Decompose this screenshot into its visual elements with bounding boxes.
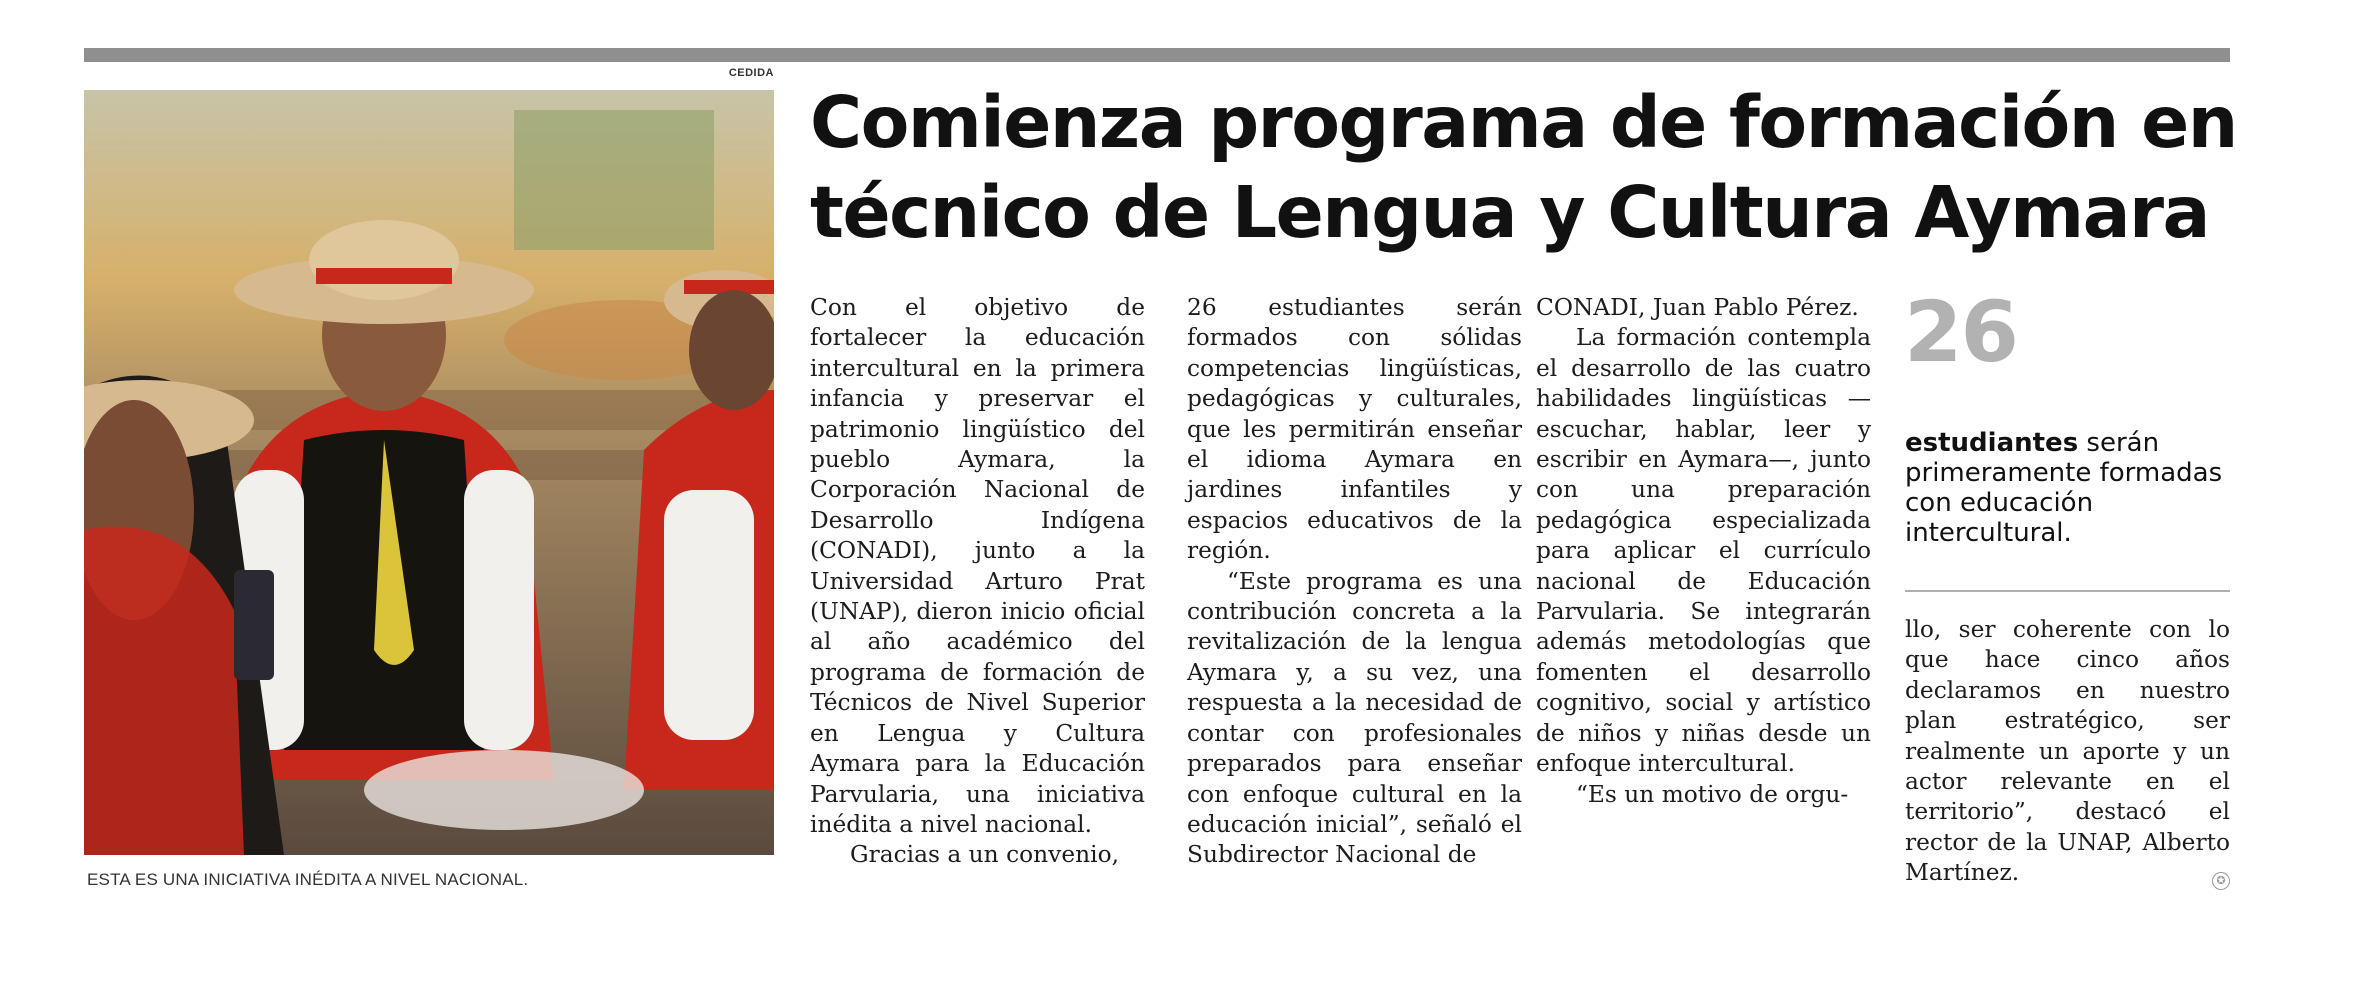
pullquote-rest: serán primeramente formadas con educación intercultural. [1905, 428, 2223, 548]
pullquote-number: 26 [1904, 283, 2017, 381]
pullquote-bold: estudiantes [1905, 428, 2079, 458]
photo-credit: CEDIDA [728, 67, 774, 79]
paragraph: Gracias a un convenio, [850, 841, 1120, 869]
headline [810, 78, 2240, 258]
body-column-1 [810, 293, 1145, 871]
pullquote-text [1905, 428, 2230, 548]
article-photo [84, 90, 774, 855]
body-column-2 [1187, 293, 1522, 871]
paragraph: La formación contempla el desarrollo de las cuatro habilidades lingüísticas —escuchar, hablar, leer y escribir en Aymara—, junto con una preparación pedagógica especializada para aplicar el currículo nacional de Educación Parvularia. Se integrarán además metodologías que fomenten el desarrollo cognitivo, social y artístico de niños y niñas desde un enfoque intercultural. [1536, 324, 1871, 778]
body-column-3 [1536, 293, 1871, 810]
star-circle-icon: ✪ [2212, 872, 2230, 890]
headline-line-1: Comienza programa de formación en [810, 81, 2237, 164]
paragraph: CONADI, Juan Pablo Pérez. [1536, 294, 1859, 321]
photo-caption: ESTA ES UNA INICIATIVA INÉDITA A NIVEL NACIONAL. [87, 870, 529, 889]
paragraph: 26 estudiantes serán formados con sólidas competencias lingüísticas, pedagógicas y culturales, que les permitirán enseñar el idioma Aymara en jardines infantiles y espacios educativos de la región. [1187, 294, 1522, 565]
top-rule [84, 48, 2230, 62]
paragraph: “Es un motivo de orgu- [1576, 780, 1849, 808]
paragraph: Con el objetivo de fortalecer la educación intercultural en la primera infancia y preservar el patrimonio lingüístico del pueblo Aymara, la Corporación Nacional de Desarrollo Indígena (CONADI), junto a la Universidad Arturo Prat (UNAP), dieron inicio oficial al año académico del programa de formación de Técnicos de Nivel Superior en Lengua y Cultura Aymara para la Educación Parvularia, una iniciativa inédita a nivel nacional. [810, 294, 1145, 838]
pullquote-divider [1905, 590, 2230, 592]
body-column-4 [1905, 615, 2230, 889]
headline-line-2: técnico de Lengua y Cultura Aymara [810, 171, 2209, 254]
paragraph: llo, ser coherente con lo que hace cinco años declaramos en nuestro plan estratégico, ser realmente un aporte y un actor relevante en el territorio”, destacó el rector de la UNAP, Alberto Martínez. [1905, 616, 2230, 887]
paragraph: “Este programa es una contribución concreta a la revitalización de la lengua Aymara y, a su vez, una respuesta a la necesidad de contar con profesionales preparados para enseñar con enfoque cultural en la educación inicial”, señaló el Subdirector Nacional de [1187, 567, 1522, 869]
photo-illustration [84, 90, 774, 855]
